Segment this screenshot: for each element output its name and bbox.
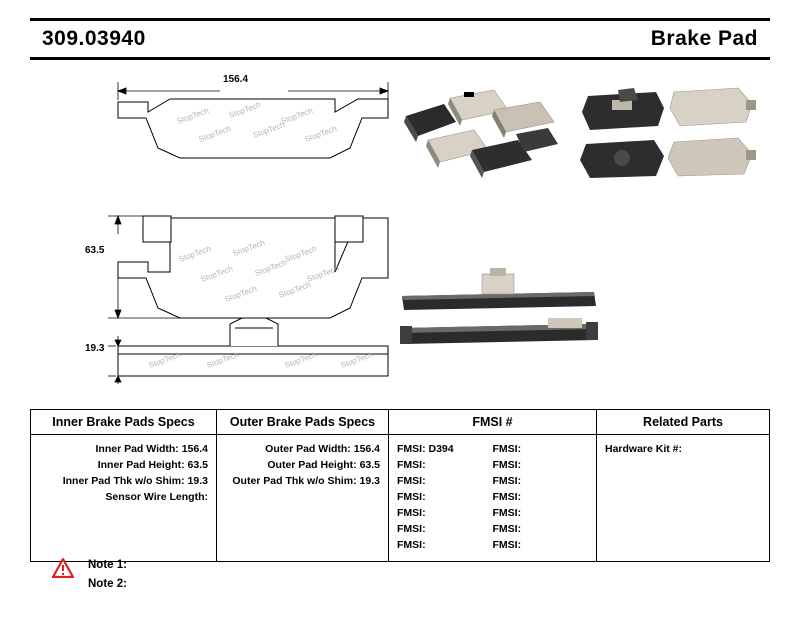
inner-pad-height-row: Inner Pad Height: 63.5	[97, 459, 208, 471]
note-lines	[88, 556, 127, 594]
notes-section	[52, 556, 127, 594]
fmsi-row: FMSI:	[492, 523, 522, 535]
pad-set-photo-top-right	[578, 86, 758, 202]
spec-tables	[30, 409, 770, 562]
fmsi-row: FMSI: D394	[397, 443, 454, 455]
outer-pads-table	[216, 409, 388, 562]
fmsi-row: FMSI:	[397, 523, 426, 535]
outer-pad-width-row: Outer Pad Width: 156.4	[265, 443, 380, 455]
fmsi-row: FMSI:	[492, 507, 522, 519]
svg-text:StopTech: StopTech	[231, 238, 267, 258]
related-parts-table	[596, 409, 770, 562]
product-type-label: Brake Pad	[650, 27, 758, 50]
svg-text:StopTech: StopTech	[175, 106, 211, 126]
svg-text:StopTech: StopTech	[339, 350, 375, 370]
warning-icon	[52, 558, 74, 583]
svg-text:StopTech: StopTech	[253, 258, 289, 278]
fmsi-row: FMSI:	[397, 459, 426, 471]
svg-text:StopTech: StopTech	[223, 284, 259, 304]
svg-text:StopTech: StopTech	[283, 350, 319, 370]
svg-text:StopTech: StopTech	[305, 264, 341, 284]
fmsi-left-column	[397, 441, 493, 553]
drawing-area	[30, 66, 770, 396]
fmsi-row: FMSI:	[397, 539, 426, 551]
svg-text:StopTech: StopTech	[279, 106, 315, 126]
inner-pads-title: Inner Brake Pads Specs	[31, 410, 216, 435]
dimension-thickness-label: 19.3	[85, 343, 105, 354]
dimension-height-label: 63.5	[85, 245, 105, 256]
svg-text:StopTech: StopTech	[227, 100, 263, 120]
svg-text:StopTech: StopTech	[205, 350, 241, 370]
outer-pads-body	[217, 435, 388, 551]
svg-text:StopTech: StopTech	[283, 244, 319, 264]
fmsi-row: FMSI:	[492, 459, 522, 471]
fmsi-row: FMSI:	[397, 507, 426, 519]
pad-set-photo-top-left	[398, 88, 566, 198]
svg-text:StopTech: StopTech	[277, 280, 313, 300]
svg-text:StopTech: StopTech	[177, 244, 213, 264]
outer-pad-thickness-row: Outer Pad Thk w/o Shim: 19.3	[232, 475, 380, 487]
page-title: 309.03940	[42, 27, 146, 50]
inner-pad-width-row: Inner Pad Width: 156.4	[95, 443, 208, 455]
inner-pads-table	[30, 409, 216, 562]
fmsi-body	[389, 435, 596, 561]
fmsi-row: FMSI:	[397, 475, 426, 487]
fmsi-row: FMSI:	[492, 443, 522, 455]
fmsi-row: FMSI:	[397, 491, 426, 503]
outer-pads-title: Outer Brake Pads Specs	[217, 410, 388, 435]
related-parts-title: Related Parts	[597, 410, 769, 435]
header	[30, 18, 770, 60]
svg-text:StopTech: StopTech	[197, 124, 233, 144]
svg-text:StopTech: StopTech	[303, 124, 339, 144]
pad-edge-photo-bottom	[398, 266, 598, 356]
fmsi-row: FMSI:	[492, 475, 522, 487]
note-row: Note 2:	[88, 578, 127, 590]
inner-pad-thickness-row: Inner Pad Thk w/o Shim: 19.3	[62, 475, 208, 487]
svg-text:StopTech: StopTech	[251, 120, 287, 140]
hardware-kit-row: Hardware Kit #:	[605, 443, 683, 455]
inner-pads-body	[31, 435, 216, 551]
note-row: Note 1:	[88, 559, 127, 571]
outer-pad-height-row: Outer Pad Height: 63.5	[267, 459, 380, 471]
fmsi-row: FMSI:	[492, 491, 522, 503]
svg-text:StopTech: StopTech	[147, 350, 183, 370]
svg-text:StopTech: StopTech	[199, 264, 235, 284]
dimension-width-label: 156.4	[223, 74, 249, 85]
fmsi-title: FMSI #	[389, 410, 596, 435]
fmsi-table	[388, 409, 596, 562]
sensor-wire-length-row: Sensor Wire Length:	[105, 491, 208, 503]
related-parts-body	[597, 435, 769, 465]
fmsi-row: FMSI:	[492, 539, 522, 551]
fmsi-right-column	[493, 441, 589, 553]
